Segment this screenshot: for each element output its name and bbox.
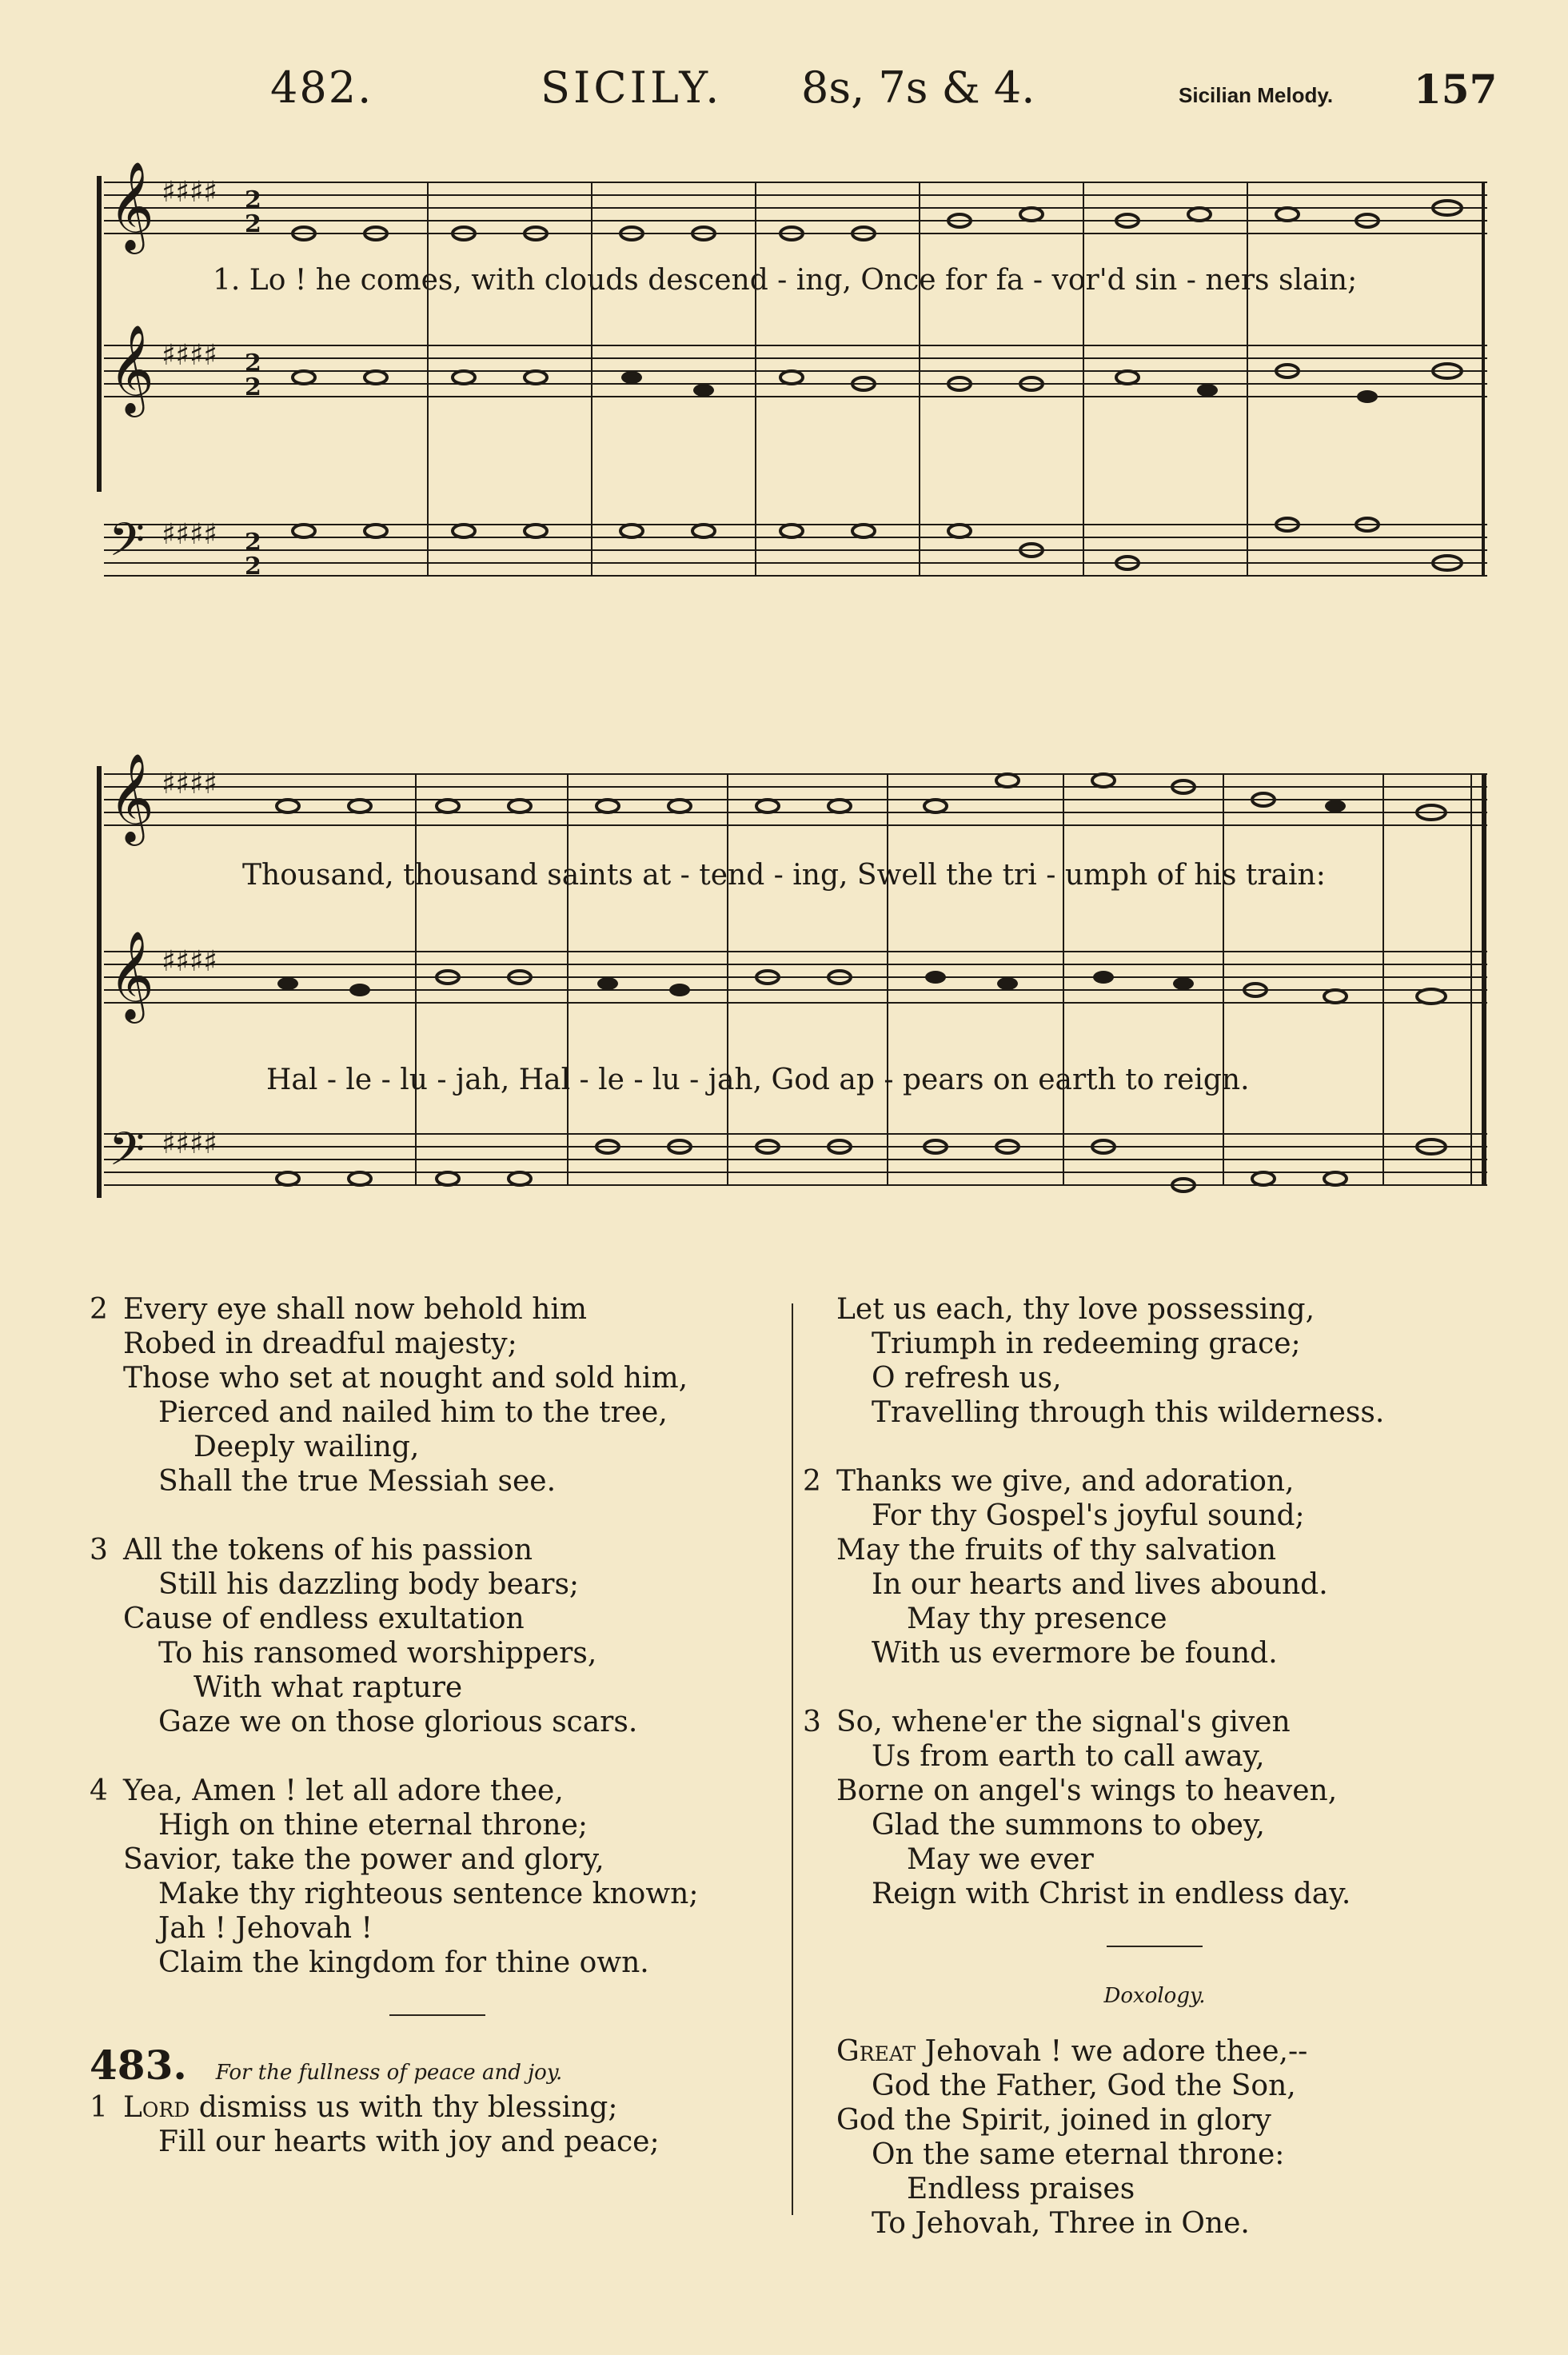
- lyric-line-1: 1. Lo ! he comes, with clouds descend - ing, Once for fa - vor'd sin - ners slain;: [213, 264, 1358, 297]
- verse-number: 3: [803, 1706, 821, 1738]
- svg-text:♯♯♯♯: ♯♯♯♯: [162, 339, 217, 372]
- verse-line: Robed in dreadful majesty;: [123, 1327, 517, 1360]
- verse-number: 2: [803, 1465, 821, 1498]
- svg-text:♯♯♯♯: ♯♯♯♯: [162, 768, 217, 800]
- verse-line: Us from earth to call away,: [872, 1740, 1265, 1773]
- verse-line: Endless praises: [907, 2173, 1135, 2205]
- verse-number: 3: [90, 1534, 108, 1567]
- stanza-3: [90, 1533, 785, 1739]
- svg-text:2: 2: [245, 349, 261, 377]
- hymn-header: [0, 62, 1568, 126]
- svg-text:𝄞: 𝄞: [109, 161, 154, 250]
- verse-line: Deeply wailing,: [194, 1431, 420, 1463]
- svg-text:♯♯♯♯: ♯♯♯♯: [162, 945, 217, 978]
- verse-line: dismiss us with thy blessing;: [190, 2091, 618, 2124]
- lyric-line-3: Hal - le - lu - jah, Hal - le - lu - jah, God ap - pears on earth to reign.: [266, 1064, 1250, 1096]
- svg-text:2: 2: [245, 186, 261, 214]
- verse-line: Borne on angel's wings to heaven,: [836, 1774, 1338, 1807]
- svg-text:2: 2: [245, 373, 261, 401]
- svg-text:𝄢: 𝄢: [109, 1122, 146, 1187]
- verse-line: Make thy righteous sentence known;: [158, 1878, 699, 1910]
- verse-line: Glad the summons to obey,: [872, 1809, 1265, 1842]
- score-image-1: [88, 136, 1495, 592]
- meter: 8s, 7s & 4.: [801, 62, 1035, 113]
- verse-line: May we ever: [907, 1843, 1094, 1876]
- verse-line: Jah ! Jehovah !: [158, 1912, 373, 1945]
- hymn-483-number: 483.: [90, 2042, 187, 2089]
- hymn-483-stanza-2: [803, 1464, 1506, 1670]
- verse-line: Fill our hearts with joy and peace;: [158, 2125, 660, 2158]
- verse-line: Jehovah ! we adore thee,--: [916, 2035, 1308, 2068]
- verse-line: Pierced and nailed him to the tree,: [158, 1396, 668, 1429]
- svg-text:♯♯♯♯: ♯♯♯♯: [162, 1128, 217, 1160]
- verse-line: Still his dazzling body bears;: [158, 1568, 580, 1601]
- page-number: 157: [1414, 66, 1498, 113]
- verse-line: For thy Gospel's joyful sound;: [872, 1499, 1305, 1532]
- tune-name: SICILY.: [541, 62, 723, 113]
- stanza-4: [90, 1774, 785, 1980]
- verse-line: On the same eternal throne:: [872, 2138, 1285, 2171]
- separator-rule: [389, 2014, 485, 2016]
- lyric-line-2: Thousand, thousand saints at - tend - ing, Swell the tri - umph of his train:: [242, 859, 1326, 892]
- stanza-2: [90, 1292, 785, 1499]
- svg-text:𝄞: 𝄞: [109, 752, 154, 842]
- hymn-number: 482.: [270, 62, 373, 113]
- verse-line: Triumph in redeeming grace;: [872, 1327, 1301, 1360]
- verse-line: Every eye shall now behold him: [123, 1293, 588, 1326]
- verse-line: In our hearts and lives abound.: [872, 1568, 1328, 1601]
- verse-line: Cause of endless exultation: [123, 1603, 525, 1635]
- verse-line: Yea, Amen ! let all adore thee,: [123, 1774, 564, 1807]
- verse-line: With us evermore be found.: [872, 1637, 1278, 1670]
- verse-line: So, whene'er the signal's given: [836, 1706, 1291, 1738]
- verse-line: Travelling through this wilderness.: [872, 1396, 1385, 1429]
- score-image-2: [88, 734, 1495, 1214]
- hymn-483-heading: [90, 2042, 785, 2090]
- drop-word: Great: [836, 2035, 916, 2068]
- verse-number: 1: [90, 2091, 108, 2124]
- verse-line: To his ransomed worshippers,: [158, 1637, 597, 1670]
- verse-line: High on thine eternal throne;: [158, 1809, 588, 1842]
- verse-line: May thy presence: [907, 1603, 1167, 1635]
- svg-text:♯♯♯♯: ♯♯♯♯: [162, 518, 217, 551]
- column-divider: [792, 1303, 793, 2215]
- svg-text:𝄞: 𝄞: [109, 324, 154, 413]
- hymn-483-subtitle: For the fullness of peace and joy.: [215, 2061, 563, 2085]
- music-system-1: [88, 136, 1495, 592]
- verse-line: Reign with Christ in endless day.: [872, 1878, 1351, 1910]
- svg-text:2: 2: [245, 553, 261, 581]
- verse-line: Savior, take the power and glory,: [123, 1843, 604, 1876]
- verse-line: O refresh us,: [872, 1362, 1062, 1395]
- doxology-heading: Doxology.: [1103, 1984, 1206, 2008]
- svg-text:𝄞: 𝄞: [109, 930, 154, 1020]
- composer: Sicilian Melody.: [1179, 83, 1334, 107]
- doxology-stanza: [803, 2034, 1506, 2241]
- verse-line: God the Spirit, joined in glory: [836, 2104, 1271, 2137]
- verse-line: May the fruits of thy salvation: [836, 1534, 1277, 1567]
- svg-text:♯♯♯♯: ♯♯♯♯: [162, 176, 217, 209]
- svg-text:2: 2: [245, 210, 261, 238]
- hymn-483-stanza-1-cont: [803, 1292, 1506, 1430]
- hymn-483-stanza-1: [90, 2090, 785, 2159]
- music-system-2: [88, 734, 1495, 1214]
- verse-line: Thanks we give, and adoration,: [836, 1465, 1295, 1498]
- verse-line: Claim the kingdom for thine own.: [158, 1946, 649, 1979]
- verse-line: All the tokens of his passion: [123, 1534, 533, 1567]
- svg-text:𝄢: 𝄢: [109, 513, 146, 578]
- verse-line: Those who set at nought and sold him,: [123, 1362, 688, 1395]
- verse-line: Gaze we on those glorious scars.: [158, 1706, 638, 1738]
- verse-line: With what rapture: [194, 1671, 463, 1704]
- verses-right-column: [803, 1292, 1506, 2275]
- verse-line: God the Father, God the Son,: [872, 2070, 1296, 2102]
- verse-line: Let us each, thy love possessing,: [836, 1293, 1315, 1326]
- hymn-483-stanza-3: [803, 1705, 1506, 1911]
- drop-word: Lord: [123, 2091, 190, 2124]
- verse-line: To Jehovah, Three in One.: [872, 2207, 1250, 2240]
- verses-left-column: [90, 1292, 785, 2193]
- verse-number: 2: [90, 1293, 108, 1326]
- verse-line: Shall the true Messiah see.: [158, 1465, 557, 1498]
- verse-number: 4: [90, 1774, 108, 1807]
- separator-rule: [1107, 1946, 1203, 1947]
- svg-text:2: 2: [245, 529, 261, 557]
